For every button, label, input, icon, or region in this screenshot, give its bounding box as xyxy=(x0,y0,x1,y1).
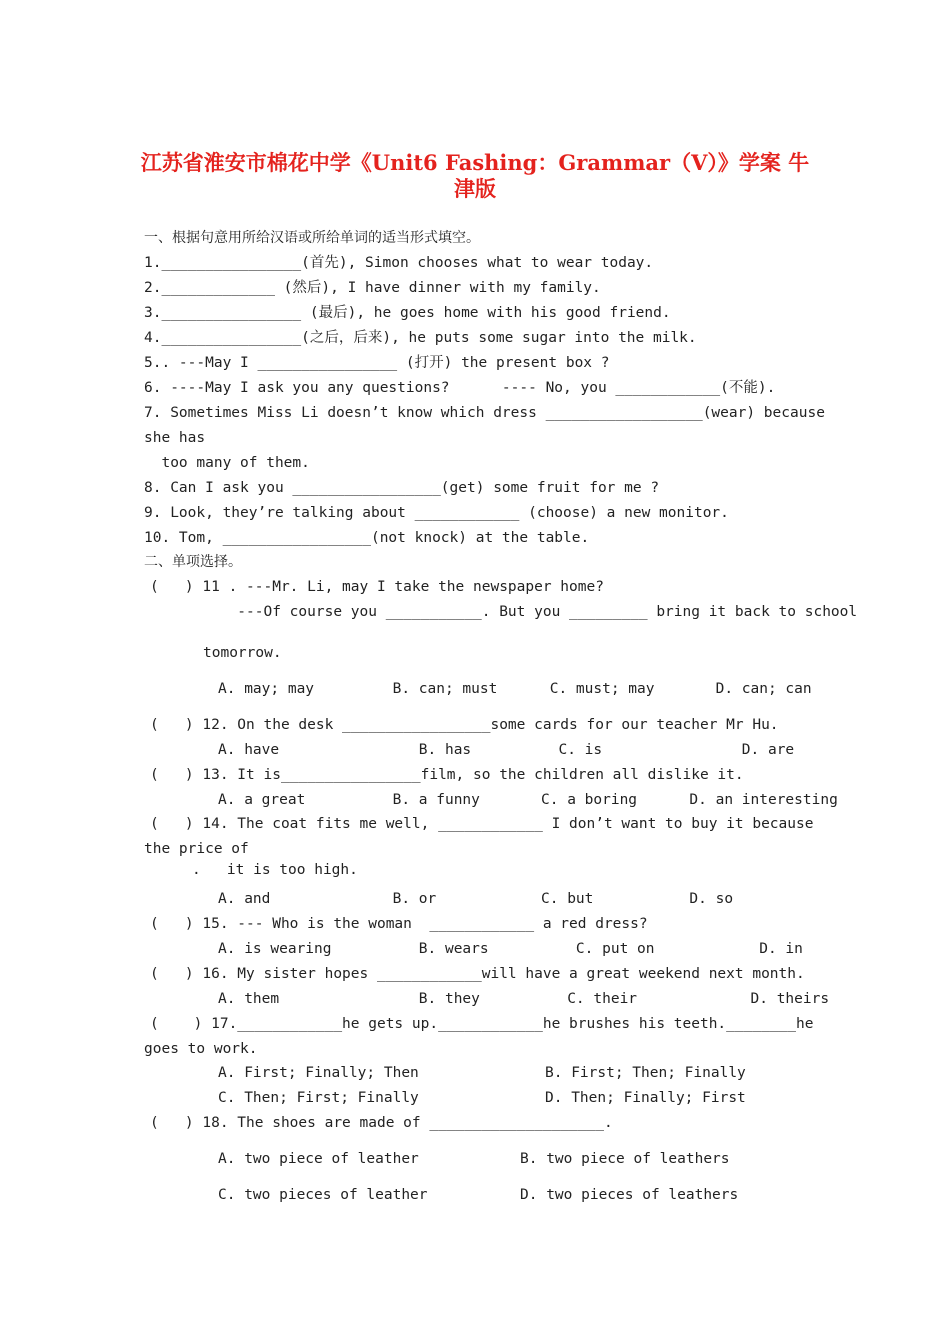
page-title-cont: 津版 xyxy=(454,176,496,201)
mc-question: ( ) 16. My sister hopes ____________will have a great weekend next month. xyxy=(150,966,805,982)
mc-option: D. Then; Finally; First xyxy=(545,1090,746,1106)
section-heading: 一、根据句意用所给汉语或所给单词的适当形式填空。 xyxy=(144,230,480,246)
mc-options: A. have B. has C. is D. are xyxy=(218,742,795,758)
mc-question: ( ) 14. The coat fits me well, ____________ I don’t want to buy it because xyxy=(150,816,814,832)
fill-blank-question: 4.________________(之后，后来), he puts some sugar into the milk. xyxy=(144,330,697,346)
mc-options: A. a great B. a funny C. a boring D. an interesting xyxy=(218,792,838,808)
fill-blank-question: 8. Can I ask you _________________(get) some fruit for me ? xyxy=(144,480,660,496)
mc-question-cont: the price of xyxy=(144,841,249,857)
mc-options: A. is wearing B. wears C. put on D. in xyxy=(218,941,803,957)
mc-question-cont: goes to work. xyxy=(144,1041,258,1057)
fill-blank-question: 2._____________ (然后), I have dinner with my family. xyxy=(144,280,601,296)
mc-question: ( ) 11 . ---Mr. Li, may I take the newspaper home? xyxy=(150,579,604,595)
mc-question: ( ) 17.____________he gets up.____________he brushes his teeth.________he xyxy=(150,1016,814,1032)
mc-option: A. two piece of leather xyxy=(218,1151,419,1167)
mc-option: D. two pieces of leathers xyxy=(520,1187,739,1203)
mc-question-cont: tomorrow. xyxy=(203,645,282,661)
page-title: 江苏省淮安市棉花中学《Unit6 Fashing：Grammar（Ⅴ）》学案 牛 xyxy=(140,150,810,175)
fill-blank-question: 3.________________ (最后), he goes home with his good friend. xyxy=(144,305,671,321)
fill-blank-question: 9. Look, they’re talking about ____________ (choose) a new monitor. xyxy=(144,505,729,521)
fill-blank-question-cont: too many of them. xyxy=(144,455,310,471)
fill-blank-question: 5.. ---May I ________________ (打开) the present box ? xyxy=(144,355,610,371)
mc-question-cont: . it is too high. xyxy=(192,862,358,878)
mc-options: A. them B. they C. their D. theirs xyxy=(218,991,830,1007)
mc-option: C. Then; First; Finally xyxy=(218,1090,419,1106)
fill-blank-question: 1.________________(首先), Simon chooses what to wear today. xyxy=(144,255,654,271)
mc-option: B. First; Then; Finally xyxy=(545,1065,746,1081)
mc-question-cont: ---Of course you ___________. But you _________ bring it back to school xyxy=(150,604,858,620)
fill-blank-question-cont: she has xyxy=(144,430,206,446)
fill-blank-question: 10. Tom, _________________(not knock) at the table. xyxy=(144,530,590,546)
mc-question: ( ) 12. On the desk _________________some cards for our teacher Mr Hu. xyxy=(150,717,779,733)
mc-options: A. may; may B. can; must C. must; may D. can; can xyxy=(218,681,812,697)
mc-option: C. two pieces of leather xyxy=(218,1187,428,1203)
mc-question: ( ) 15. --- Who is the woman ____________ a red dress? xyxy=(150,916,648,932)
section-heading: 二、单项选择。 xyxy=(144,554,242,570)
mc-question: ( ) 13. It is________________film, so the children all dislike it. xyxy=(150,767,744,783)
mc-question: ( ) 18. The shoes are made of ____________________. xyxy=(150,1115,613,1131)
mc-option: B. two piece of leathers xyxy=(520,1151,730,1167)
fill-blank-question: 7. Sometimes Miss Li doesn’t know which dress __________________(wear) because xyxy=(144,405,825,421)
mc-options: A. and B. or C. but D. so xyxy=(218,891,734,907)
mc-option: A. First; Finally; Then xyxy=(218,1065,419,1081)
fill-blank-question: 6. ----May I ask you any questions? ---- No, you ____________(不能). xyxy=(144,380,776,396)
